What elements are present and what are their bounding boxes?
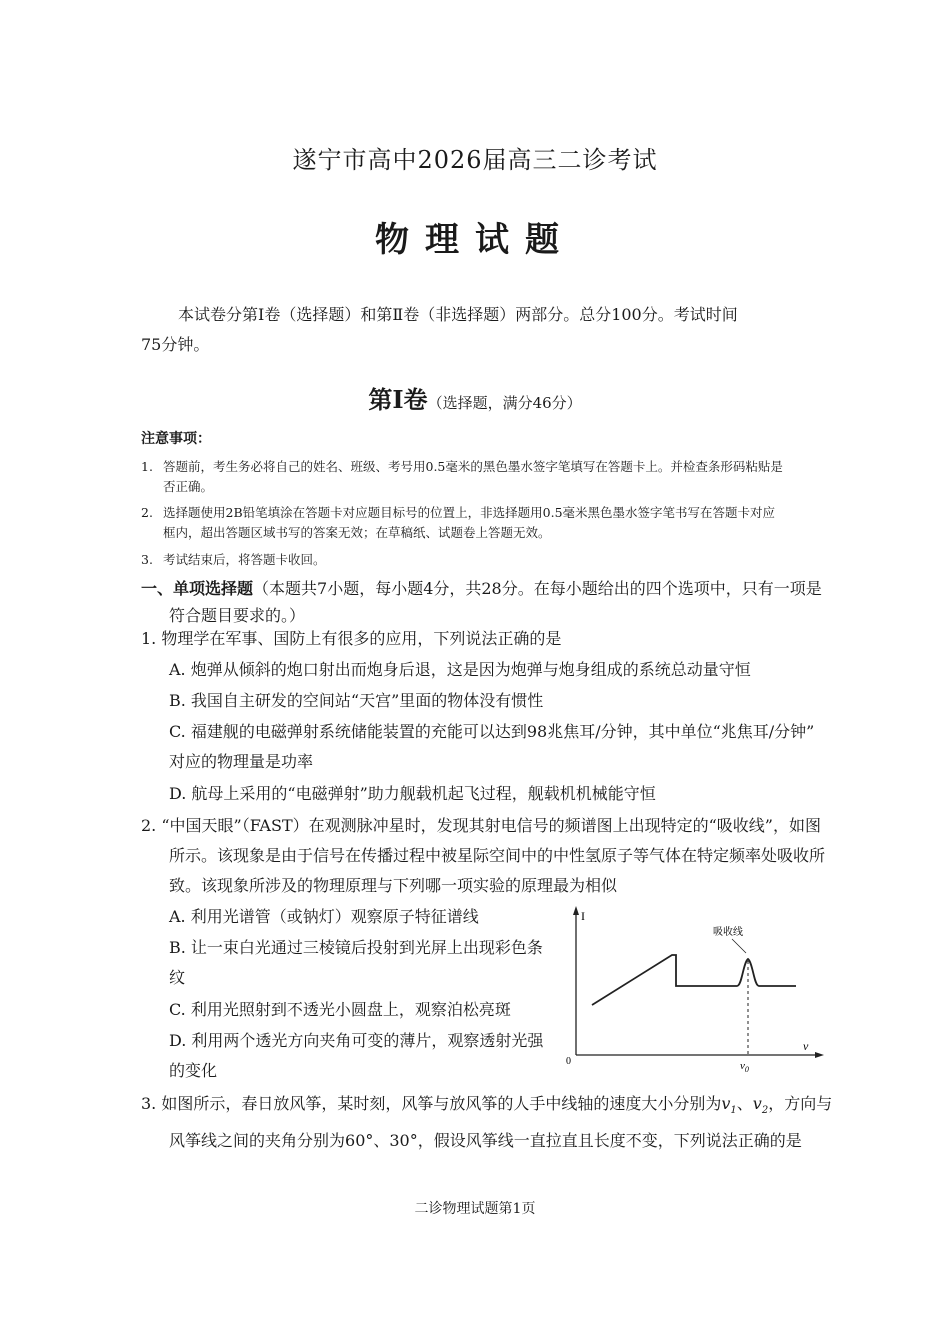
question-1-stem: 1. 物理学在军事、国防上有很多的应用，下列说法正确的是	[141, 629, 562, 648]
x-axis-label: v	[803, 1039, 809, 1053]
option-c-line-1: C. 福建舰的电磁弹射系统储能装置的充能可以达到98兆焦耳/分钟，其中单位“兆焦耳/分钟”	[169, 722, 815, 741]
notice-number: 2.	[141, 505, 153, 520]
notice-title: 注意事项：	[141, 431, 211, 447]
notice-text: 否正确。	[163, 479, 214, 494]
question-1-option-c	[169, 717, 849, 777]
intro-line-2: 75分钟。	[141, 335, 210, 354]
intro-paragraph	[141, 300, 846, 360]
option-b-line-2: 纹	[169, 968, 186, 987]
notice-text: 答题前，考生务必将自己的姓名、班级、考号用0.5毫米的黑色墨水签字笔填写在答题卡上。并检查条形码粘贴是	[163, 459, 783, 474]
y-axis-label: I	[581, 909, 585, 923]
section-one-desc: （本题共7小题，每小题4分，共28分。在每小题给出的四个选项中，只有一项是	[253, 579, 822, 598]
option-b-line-1: B. 让一束白光通过三棱镜后投射到光屏上出现彩色条	[169, 938, 543, 957]
notice-number: 1.	[141, 459, 153, 474]
subject-title: 物理试题	[375, 220, 575, 260]
notice-number: 3.	[141, 552, 153, 567]
question-2-option-c: C. 利用光照射到不透光小圆盘上，观察泊松亮斑	[169, 1000, 511, 1019]
section-one-heading	[141, 575, 846, 629]
stem-line-2: 所示。该现象是由于信号在传播过程中被星际空间中的中性氢原子等气体在特定频率处吸收所	[169, 846, 826, 865]
question-2-stem	[141, 811, 846, 901]
part-one-subtitle: （选择题，满分46分）	[427, 394, 582, 412]
question-2-option-a: A. 利用光谱管（或钠灯）观察原子特征谱线	[169, 907, 479, 926]
part-one-heading	[0, 380, 950, 415]
origin-label: 0	[566, 1056, 571, 1067]
y-axis-arrow	[573, 906, 579, 915]
question-2-option-d	[169, 1026, 554, 1086]
x-axis-arrow	[815, 1052, 824, 1058]
question-1-option-d: D. 航母上采用的“电磁弹射”助力舰载机起飞过程，舰载机机械能守恒	[169, 784, 656, 803]
notice-text: 考试结束后，将答题卡收回。	[163, 552, 326, 567]
option-d-line-2: 的变化	[169, 1061, 218, 1080]
notice-item	[141, 503, 846, 543]
v2-symbol: $v_2$	[752, 1094, 769, 1117]
stem-line-1: 3. 如图所示，春日放风筝，某时刻，风筝与放风筝的人手中线轴的速度大小分别为$v_1$、$v_2$，方向与	[141, 1094, 833, 1117]
v1-symbol: $v_1$	[721, 1094, 737, 1117]
v0-label: $v_0$	[740, 1060, 749, 1073]
part-one-title: 第Ⅰ卷	[368, 385, 428, 414]
spectrum-curve	[592, 955, 796, 1005]
notice-text: 选择题使用2B铅笔填涂在答题卡对应题目标号的位置上，非选择题用0.5毫米黑色墨水签字笔书写在答题卡对应	[163, 505, 776, 520]
annotation-pointer	[732, 939, 746, 953]
exam-title: 遂宁市高中2026届高三二诊考试	[292, 146, 658, 174]
notice-item	[141, 550, 846, 570]
question-2-option-b	[169, 933, 554, 993]
option-c-line-2: 对应的物理量是功率	[169, 752, 314, 771]
intro-line-1: 本试卷分第Ⅰ卷（选择题）和第Ⅱ卷（非选择题）两部分。总分100分。考试时间	[178, 305, 738, 324]
question-3-stem	[141, 1089, 846, 1156]
section-one-desc-cont: 符合题目要求的。）	[169, 606, 306, 625]
notice-item	[141, 457, 846, 497]
question-1-option-b: B. 我国自主研发的空间站“天宫”里面的物体没有惯性	[169, 691, 544, 710]
angles: 60°、30°	[345, 1131, 418, 1151]
section-one-label: 一、单项选择题	[141, 579, 254, 598]
option-d-line-1: D. 利用两个透光方向夹角可变的薄片，观察透射光强	[169, 1031, 544, 1050]
stem-line-3: 致。该现象所涉及的物理原理与下列哪一项实验的原理最为相似	[169, 876, 618, 895]
notice-text: 框内，超出答题区域书写的答案无效；在草稿纸、试题卷上答题无效。	[163, 525, 551, 540]
question-1-option-a: A. 炮弹从倾斜的炮口射出而炮身后退，这是因为炮弹与炮身组成的系统总动量守恒	[169, 660, 751, 679]
stem-line-1: 2. “中国天眼”（FAST）在观测脉冲星时，发现其射电信号的频谱图上出现特定的“吸收线”，如图	[141, 816, 821, 835]
stem-line-2: 风筝线之间的夹角分别为60°、30°，假设风筝线一直拉直且长度不变，下列说法正确的是	[169, 1131, 802, 1151]
absorption-line-label: 吸收线	[713, 927, 743, 938]
absorption-spectrum-figure	[562, 903, 827, 1073]
page-footer: 二诊物理试题第1页	[414, 1201, 536, 1217]
